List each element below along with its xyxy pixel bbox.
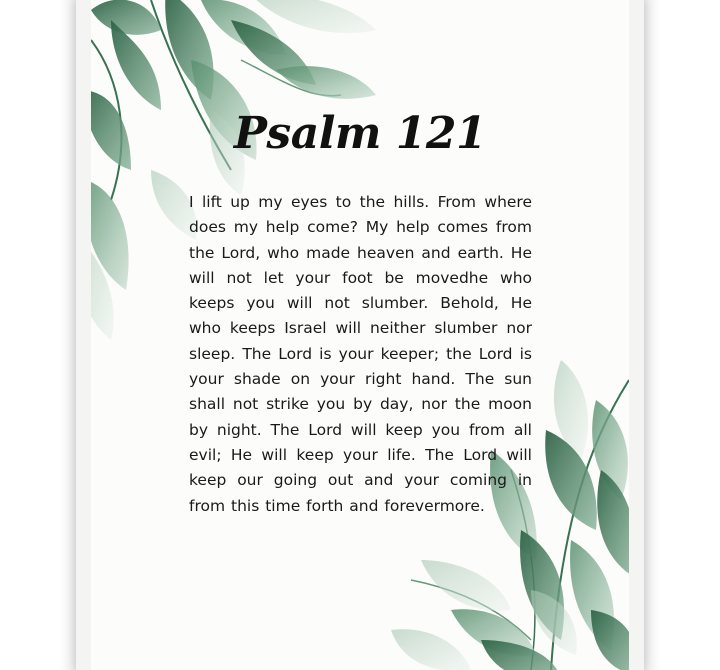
psalm-verse-text: I lift up my eyes to the hills. From where does my help come? My help comes from the Lord, who made heaven and earth. He will not let your foot be movedhe who keeps you will not slumber. Behold, He who keeps Israel will neither slumber nor sleep. The Lord is your keeper; the Lord is your shade on your right hand. The sun shall not strike you by day, nor the moon by night. The Lord will keep you from all evil; He will keep your life. The Lord will keep our going out and your coming in from this time forth and forevermore. bbox=[189, 193, 532, 515]
poster-title: Psalm 121 bbox=[233, 108, 487, 159]
poster-artwork bbox=[91, 0, 629, 670]
